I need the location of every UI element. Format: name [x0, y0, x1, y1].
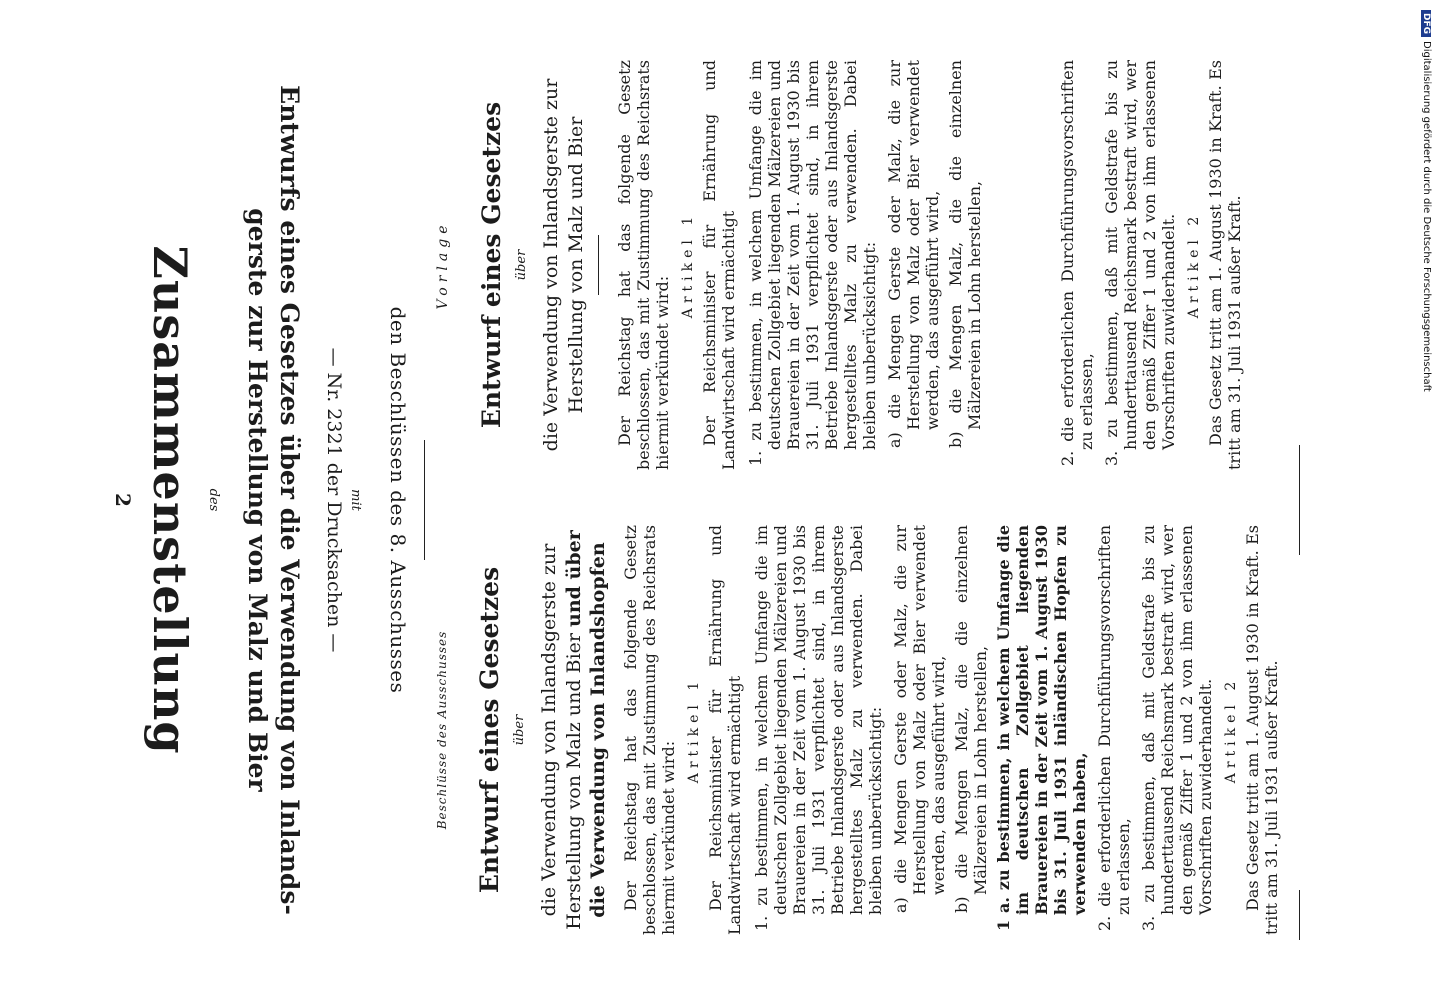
vorlage-item-1: 1. zu bestimmen, in welchem Umfange die im deutschen Zollgebiet liegenden Mälzereien und Brauereien in der Zeit vom 1. August 1930 bis 31. Juli 1931 verpflichtet sind, in ihrem Betriebe Inlandsgerste oder aus Inlandsgerste hergestelltes Malz zu verwenden. Dabei bleiben unberücksichtigt:	[746, 60, 880, 466]
beschluesse-artikel-1: Artikel 1	[686, 676, 703, 784]
vorlage-ueber: über	[514, 249, 529, 281]
beschluesse-ueber: über	[512, 714, 527, 746]
rotated-document-page	[55, 50, 1305, 950]
beschluesse-entwurf-title: Entwurf eines Gesetzes	[475, 566, 504, 894]
beschluesse-column-body	[435, 525, 1295, 935]
imprint-text: Digitalisierung gefördert durch die Deutsche Forschungsgemeinschaft	[1421, 41, 1432, 392]
vorlage-artikel-2: Artikel 2	[1186, 211, 1203, 319]
vorlage-intro: Der Reichstag hat das folgende Gesetz beschlossen, das mit Zustimmung des Reichsrats hiermit verkündet wird:	[615, 60, 673, 470]
beschluesse-art2-text: Das Gesetz tritt am 1. August 1930 in Kraft. Es tritt am 31. Juli 1931 außer Kraft.	[1243, 525, 1282, 935]
beschluesse-intro: Der Reichstag hat das folgende Gesetz beschlossen, das mit Zustimmung des Reichsrats hiermit verkündet wird:	[621, 525, 679, 935]
beschluesse-art1-lead: Der Reichsminister für Ernährung und Landwirtschaft wird ermächtigt	[706, 525, 745, 935]
title-connector-des: des	[206, 488, 221, 512]
vorlage-item-1a: a) die Mengen Gerste oder Malz, die zur Herstellung von Malz oder Bier verwendet werden, das ausgeführt wird,	[885, 60, 943, 448]
document-title: Zusammenstellung	[143, 245, 197, 755]
footer-divider	[1299, 445, 1300, 555]
beschluesse-subject	[537, 525, 611, 935]
vorlage-divider	[598, 235, 599, 295]
beschluesse-item-1a-new: 1 a. zu bestimmen, in welchem Umfange die im deutschen Zollgebiet liegenden Brauereien in der Zeit vom 1. August 1930 bis 31. Juli 1931 inländischen Hopfen zu verwenden haben,	[994, 525, 1090, 931]
footer-divider-right	[1299, 890, 1300, 940]
vorlage-subject: die Verwendung von Inlandsgerste zur Herstellung von Malz und Bier	[540, 78, 587, 452]
beschluesse-item-2: 2. die erforderlichen Durchführungsvorschriften zu erlassen,	[1095, 525, 1134, 931]
header-divider	[424, 440, 425, 560]
beschluesse-subject-bold: und über die Verwendung von Inlandshopfen	[562, 530, 610, 918]
beschluesse-item-1a: a) die Mengen Gerste oder Malz, die zur Herstellung von Malz oder Bier verwendet werden, das ausgeführt wird,	[891, 525, 949, 913]
drucksache-reference: — Nr. 2321 der Drucksachen —	[323, 347, 345, 653]
vorlage-column-body	[435, 60, 1295, 470]
document-subtitle: Entwurfs eines Gesetzes über die Verwendung von Inlands-gerste zur Herstellung von Malz und Bier	[243, 85, 304, 915]
beschluesse-item-3: 3. zu bestimmen, daß mit Geldstrafe bis zu hunderttausend Reichsmark bestraft wird, wer den gemäß Ziffer 1 und 2 von ihm erlassenen Vorschriften zuwiderhandelt.	[1139, 525, 1216, 931]
vorlage-entwurf-title: Entwurf eines Gesetzes	[477, 101, 506, 429]
vorlage-art1-lead: Der Reichsminister für Ernährung und Landwirtschaft wird ermächtigt	[700, 60, 739, 470]
title-connector-mit: mit	[348, 489, 363, 511]
vorlage-art2-text: Das Gesetz tritt am 1. August 1930 in Kraft. Es tritt am 31. Juli 1931 außer Kraft.	[1206, 60, 1245, 470]
vorlage-item-1b: b) die Mengen Malz, die die einzelnen Mälzereien in Lohn herstellen,	[946, 60, 985, 448]
vorlage-artikel-1: Artikel 1	[680, 211, 697, 319]
vorlage-item-3: 3. zu bestimmen, daß mit Geldstrafe bis zu hunderttausend Reichsmark bestraft wird, wer den gemäß Ziffer 1 und 2 von ihm erlassenen Vorschriften zuwiderhandelt.	[1102, 60, 1179, 466]
beschluesse-artikel-2: Artikel 2	[1223, 676, 1240, 784]
digitization-imprint	[1421, 10, 1432, 1000]
committee-resolutions-line: den Beschlüssen des 8. Ausschusses	[386, 306, 410, 694]
page-number: 2	[111, 493, 135, 507]
vorlage-item-2: 2. die erforderlichen Durchführungsvorschriften zu erlassen,	[1058, 60, 1097, 466]
beschluesse-item-1b: b) die Mengen Malz, die die einzelnen Mälzereien in Lohn herstellen,	[952, 525, 991, 913]
beschluesse-item-1: 1. zu bestimmen, in welchem Umfange die im deutschen Zollgebiet liegenden Mälzereien und Brauereien in der Zeit vom 1. August 1930 bis 31. Juli 1931 verpflichtet sind, in ihrem Betriebe Inlandsgerste oder aus Inlandsgerste hergestelltes Malz zu verwenden. Dabei bleiben unberücksichtigt:	[752, 525, 886, 931]
dfg-logo: DFG	[1421, 10, 1431, 37]
vorlage-heading: Vorlage	[435, 220, 451, 310]
beschluesse-heading: Beschlüsse des Ausschusses	[435, 630, 449, 830]
beschluesse-subject-regular: die Verwendung von Inlandsgerste zur Herstellung von Malz und Bier	[538, 543, 585, 930]
